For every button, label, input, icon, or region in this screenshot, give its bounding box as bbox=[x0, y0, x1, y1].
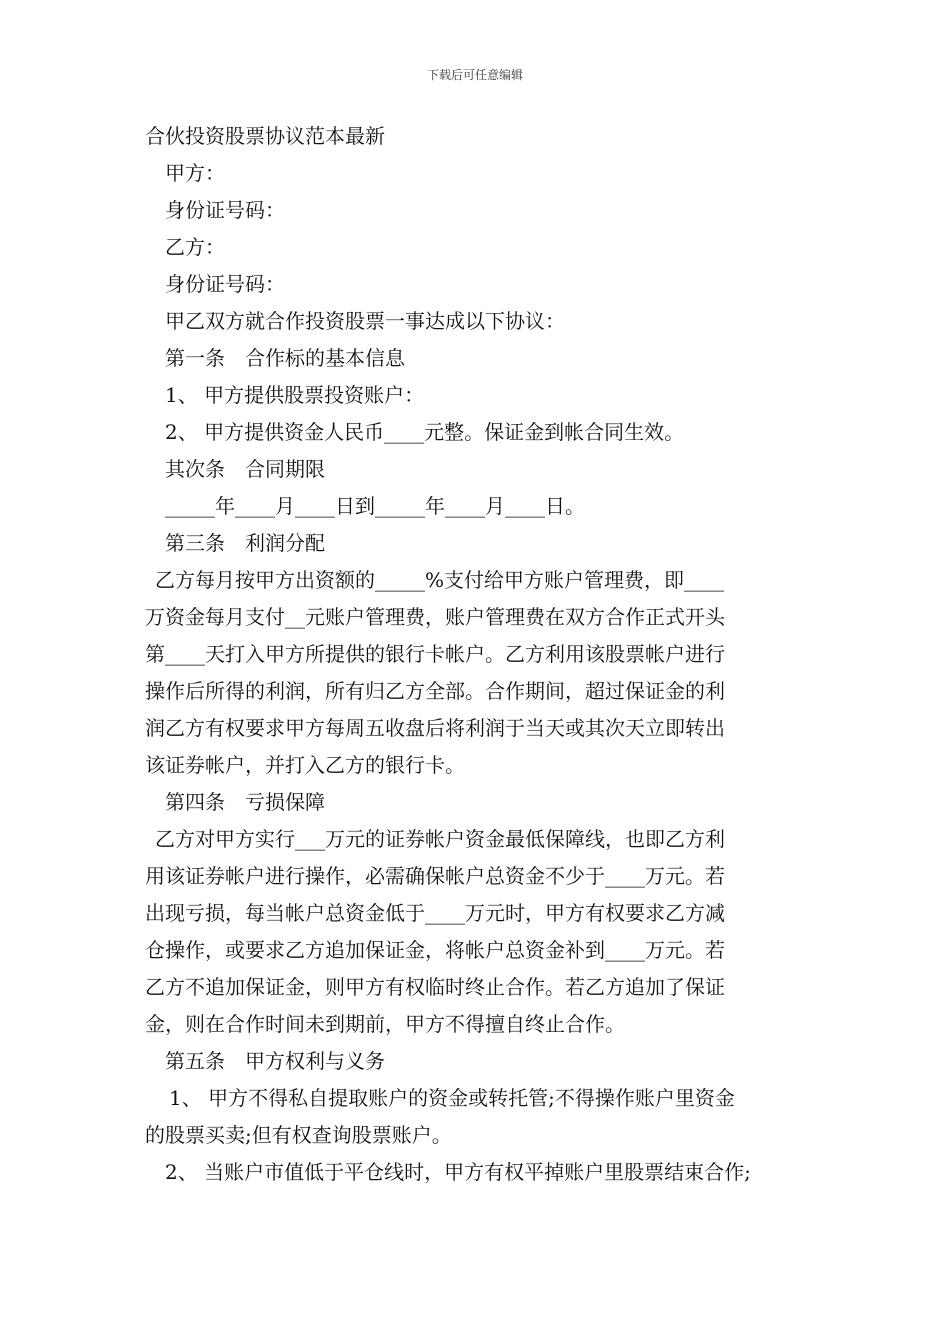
article-5-item-1-line: 1、 甲方不得私自提取账户的资金或转托管;不得操作账户里资金 bbox=[169, 1086, 735, 1110]
article-4-paragraph-line: 乙方对甲方实行___万元的证券帐户资金最低保障线，也即乙方利 bbox=[155, 827, 725, 851]
article-4-paragraph-line: 出现亏损，每当帐户总资金低于____万元时，甲方有权要求乙方减 bbox=[145, 901, 725, 925]
article-3-title: 第三条 利润分配 bbox=[165, 531, 325, 555]
article-3-paragraph-line: 操作后所得的利润，所有归乙方全部。合作期间，超过保证金的利 bbox=[145, 679, 725, 703]
article-2-title: 其次条 合同期限 bbox=[165, 457, 325, 481]
article-3-paragraph-line: 乙方每月按甲方出资额的_____%支付给甲方账户管理费，即____ bbox=[155, 568, 725, 592]
article-5-item-2: 2、 当账户市值低于平仓线时，甲方有权平掉账户里股票结束合作; bbox=[165, 1160, 751, 1184]
article-4-paragraph-line: 乙方不追加保证金，则甲方有权临时终止合作。若乙方追加了保证 bbox=[145, 975, 725, 999]
article-1-title: 第一条 合作标的基本信息 bbox=[165, 346, 405, 370]
article-1-item-2: 2、 甲方提供资金人民币____元整。保证金到帐合同生效。 bbox=[165, 420, 685, 444]
article-5-item-1-line: 的股票买卖;但有权查询股票账户。 bbox=[145, 1123, 452, 1147]
article-4-paragraph-line: 用该证券帐户进行操作，必需确保帐户总资金不少于____万元。若 bbox=[145, 864, 725, 888]
article-4-paragraph-line: 金，则在合作时间未到期前，甲方不得擅自终止合作。 bbox=[145, 1012, 625, 1036]
document-title: 合伙投资股票协议范本最新 bbox=[145, 124, 385, 148]
party-a-id-label: 身份证号码： bbox=[165, 198, 285, 222]
party-b-label: 乙方： bbox=[165, 235, 225, 259]
article-1-item-1: 1、 甲方提供股票投资账户： bbox=[165, 383, 425, 407]
page-header-note: 下载后可任意编辑 bbox=[426, 68, 523, 82]
party-b-id-label: 身份证号码： bbox=[165, 272, 285, 296]
article-5-title: 第五条 甲方权利与义务 bbox=[165, 1049, 385, 1073]
agreement-intro: 甲乙双方就合作投资股票一事达成以下协议： bbox=[165, 309, 565, 333]
article-3-paragraph-line: 万资金每月支付__元账户管理费，账户管理费在双方合作正式开头 bbox=[145, 605, 725, 629]
document-body bbox=[145, 118, 810, 1191]
article-3-paragraph-line: 该证券帐户，并打入乙方的银行卡。 bbox=[145, 753, 465, 777]
article-4-title: 第四条 亏损保障 bbox=[165, 790, 325, 814]
party-a-label: 甲方： bbox=[165, 161, 225, 185]
article-4-paragraph-line: 仓操作，或要求乙方追加保证金，将帐户总资金补到____万元。若 bbox=[145, 938, 725, 962]
article-3-paragraph-line: 润乙方有权要求甲方每周五收盘后将利润于当天或其次天立即转出 bbox=[145, 716, 725, 740]
article-3-paragraph-line: 第____天打入甲方所提供的银行卡帐户。乙方利用该股票帐户进行 bbox=[145, 642, 725, 666]
article-2-period: _____年____月____日到_____年____月____日。 bbox=[165, 494, 585, 518]
